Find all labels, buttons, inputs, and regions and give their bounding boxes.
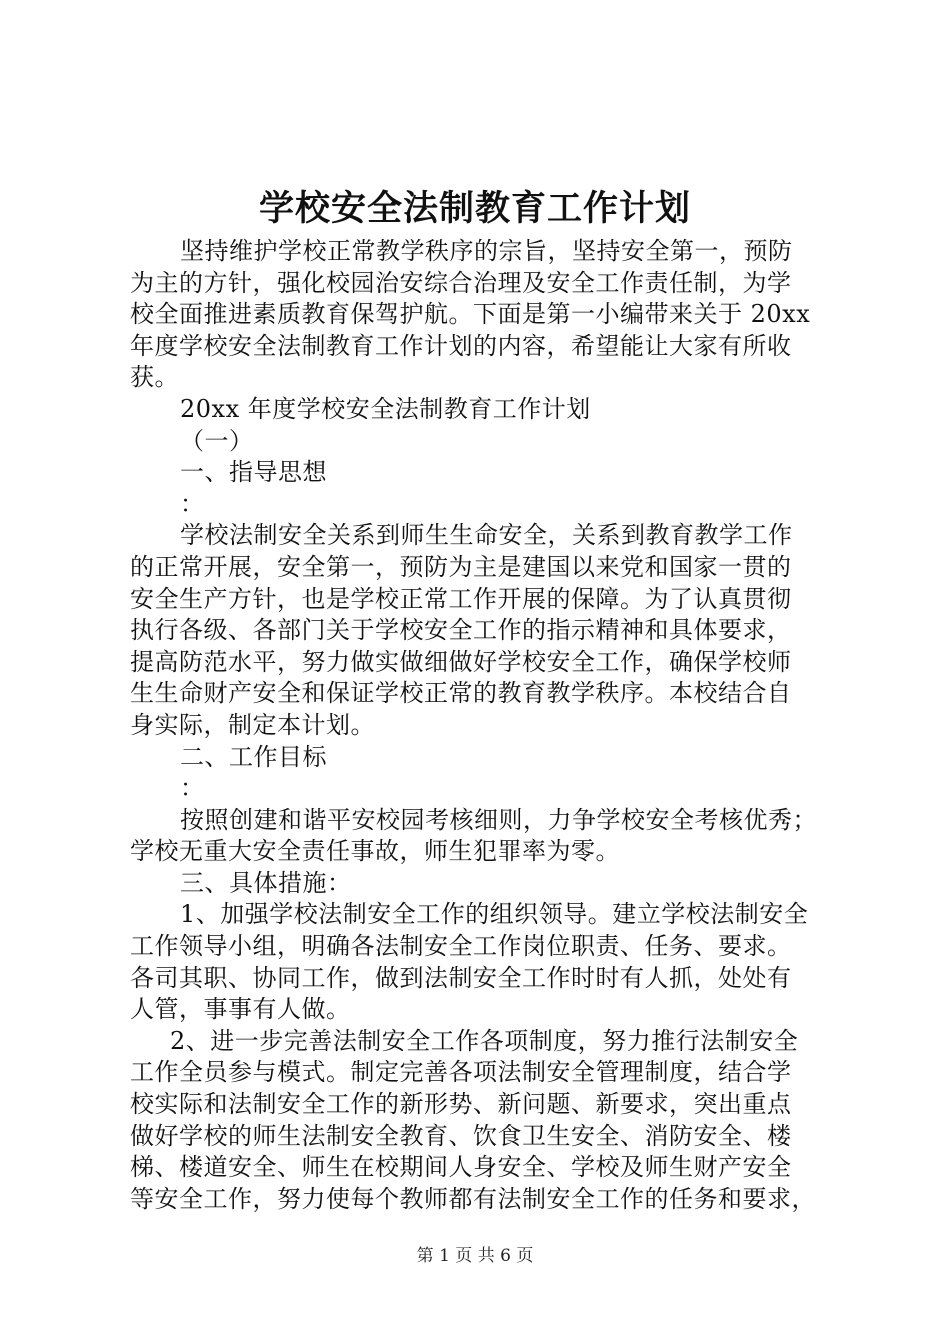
text-line: 身实际，制定本计划。 [130,710,375,739]
text-line: 的正常开展，安全第一，预防为主是建国以来党和国家一贯的 [130,552,792,581]
text-line: 人管，事事有人做。 [130,995,351,1024]
text-line: ： [180,774,205,803]
text-line: 二、工作目标 [180,742,327,771]
text-line: 按照创建和谐平安校园考核细则，力争学校安全考核优秀； [180,805,817,834]
text-line: ： [180,489,205,518]
paragraph-measure-1 [130,899,832,1025]
text-line: 校实际和法制安全工作的新形势、新问题、新要求，突出重点 [130,1090,792,1119]
text-line: 一、指导思想 [180,458,327,487]
text-line: 年度学校安全法制教育工作计划的内容，希望能让大家有所收 [130,331,792,360]
document-title: 学校安全法制教育工作计划 [258,188,691,229]
heading-specific-measures [130,868,832,900]
paragraph-ideology-body [130,520,832,741]
paragraph-measure-2 [130,1026,832,1216]
text-line: 学校法制安全关系到师生生命安全，关系到教育教学工作 [180,521,793,550]
text-line: 校全面推进素质教育保驾护航。下面是第一小编带来关于 20xx [130,300,811,329]
text-line: 执行各级、各部门关于学校安全工作的指示精神和具体要求， [130,616,792,645]
text-line: 学校无重大安全责任事故，师生犯罪率为零。 [130,837,620,866]
paragraph-intro [130,236,832,394]
text-line: 等安全工作，努力使每个教师都有法制安全工作的任务和要求， [130,1184,816,1213]
text-line: 三、具体措施： [180,868,352,897]
text-line: 生生命财产安全和保证学校正常的教育教学秩序。本校结合自 [130,679,792,708]
heading-work-goals [130,742,832,774]
paragraph-goals-body [130,805,832,868]
text-line: 梯、楼道安全、师生在校期间人身安全、学校及师生财产安全 [130,1153,792,1182]
text-line: 坚持维护学校正常教学秩序的宗旨，坚持安全第一，预防 [180,237,793,265]
text-line: 提高防范水平，努力做实做细做好学校安全工作，确保学校师 [130,647,792,676]
text-line: 做好学校的师生法制安全教育、饮食卫生安全、消防安全、楼 [130,1121,792,1150]
colon-line [130,773,832,805]
text-line: 工作领导小组，明确各法制安全工作岗位职责、任务、要求。 [130,932,792,961]
text-line: 工作全员参与模式。制定完善各项法制安全管理制度，结合学 [130,1058,792,1087]
text-line: 安全生产方针，也是学校正常工作开展的保障。为了认真贯彻 [130,584,792,613]
page-number-footer: 第 1 页 共 6 页 [416,1246,534,1266]
paragraph-part-number [130,426,832,458]
heading-guiding-ideology [130,457,832,489]
paragraph-subtitle [130,394,832,426]
text-line: （一） [180,426,254,455]
text-line: 2、进一步完善法制安全工作各项制度，努力推行法制安全 [170,1026,799,1055]
text-line: 1、加强学校法制安全工作的组织领导。建立学校法制安全 [180,900,809,929]
document-body [130,236,832,1215]
colon-line [130,489,832,521]
text-line: 20xx 年度学校安全法制教育工作计划 [180,394,591,423]
text-line: 为主的方针，强化校园治安综合治理及安全工作责任制，为学 [130,268,792,297]
text-line: 各司其职、协同工作，做到法制安全工作时时有人抓，处处有 [130,963,792,992]
text-line: 获。 [130,363,179,392]
